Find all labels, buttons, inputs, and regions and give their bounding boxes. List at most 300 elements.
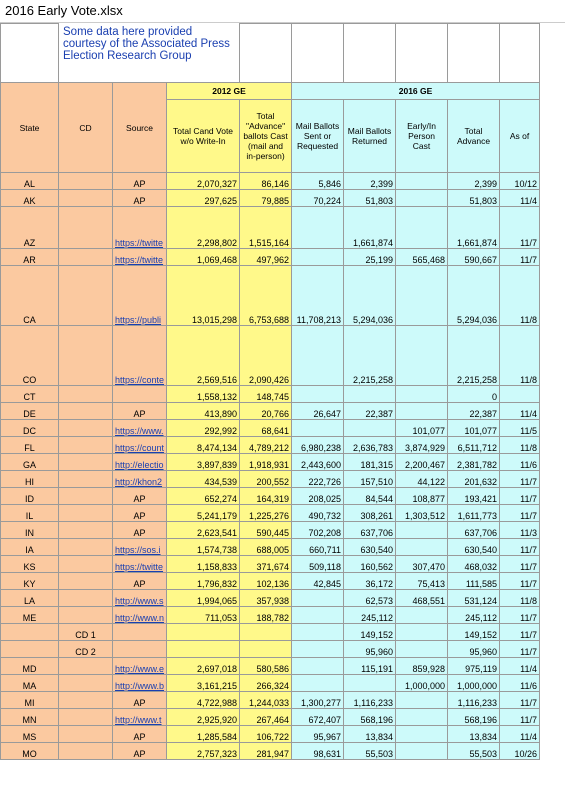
cell-early-in-person[interactable]: [396, 173, 448, 190]
cell-as-of[interactable]: [500, 471, 540, 488]
cell-cd[interactable]: [59, 743, 113, 760]
cell-cd[interactable]: [59, 522, 113, 539]
header-total-advance-2016[interactable]: Total Advance: [448, 100, 500, 173]
cell-total-advance-2012[interactable]: [240, 266, 292, 326]
cell-mail-sent[interactable]: [292, 454, 344, 471]
cell-mail-returned[interactable]: [344, 692, 396, 709]
cell-mail-sent[interactable]: [292, 326, 344, 386]
cell-total-advance-2012[interactable]: [240, 249, 292, 266]
cell-total-advance-2012[interactable]: [240, 624, 292, 641]
cell-source[interactable]: [113, 454, 167, 471]
cell-source[interactable]: [113, 386, 167, 403]
cell-state[interactable]: [1, 658, 59, 675]
cell-state[interactable]: [1, 726, 59, 743]
cell-total-advance-2016[interactable]: [448, 539, 500, 556]
header-as-of[interactable]: As of: [500, 100, 540, 173]
cell-total-advance-2016[interactable]: [448, 266, 500, 326]
cell-total-advance-2016[interactable]: [448, 488, 500, 505]
cell-total-advance-2012[interactable]: [240, 471, 292, 488]
cell-early-in-person[interactable]: [396, 675, 448, 692]
cell-source[interactable]: [113, 692, 167, 709]
cell-source[interactable]: [113, 641, 167, 658]
cell-mail-returned[interactable]: [344, 607, 396, 624]
cell-mail-returned[interactable]: [344, 420, 396, 437]
cell-state[interactable]: [1, 539, 59, 556]
cell-cd[interactable]: [59, 692, 113, 709]
cell-early-in-person[interactable]: [396, 488, 448, 505]
cell-total-advance-2016[interactable]: [448, 420, 500, 437]
cell-early-in-person[interactable]: [396, 190, 448, 207]
cell-total-advance-2016[interactable]: [448, 403, 500, 420]
header-early-in-person[interactable]: Early/In Person Cast: [396, 100, 448, 173]
cell-total-cand-vote[interactable]: [167, 675, 240, 692]
cell-total-advance-2016[interactable]: [448, 743, 500, 760]
cell-early-in-person[interactable]: [396, 522, 448, 539]
cell-source[interactable]: [113, 743, 167, 760]
cell-mail-sent[interactable]: [292, 692, 344, 709]
cell-source[interactable]: [113, 505, 167, 522]
cell-total-advance-2012[interactable]: [240, 190, 292, 207]
group-2012-ge[interactable]: 2012 GE: [167, 83, 292, 100]
cell-cd[interactable]: [59, 539, 113, 556]
cell-mail-returned[interactable]: [344, 573, 396, 590]
cell-cd[interactable]: [59, 420, 113, 437]
cell-total-cand-vote[interactable]: [167, 207, 240, 249]
cell-cd[interactable]: [59, 266, 113, 326]
cell-total-cand-vote[interactable]: [167, 539, 240, 556]
cell-total-advance-2012[interactable]: [240, 556, 292, 573]
cell-source[interactable]: [113, 207, 167, 249]
cell-as-of[interactable]: [500, 326, 540, 386]
cell-mail-returned[interactable]: [344, 471, 396, 488]
cell-source[interactable]: [113, 624, 167, 641]
cell-cd[interactable]: [59, 471, 113, 488]
cell-cd[interactable]: [59, 641, 113, 658]
cell-total-cand-vote[interactable]: [167, 420, 240, 437]
cell-total-advance-2016[interactable]: [448, 326, 500, 386]
cell-early-in-person[interactable]: [396, 326, 448, 386]
cell-total-advance-2016[interactable]: [448, 556, 500, 573]
cell-mail-returned[interactable]: [344, 386, 396, 403]
cell-as-of[interactable]: [500, 726, 540, 743]
cell-as-of[interactable]: [500, 173, 540, 190]
cell-total-cand-vote[interactable]: [167, 437, 240, 454]
cell-mail-sent[interactable]: [292, 190, 344, 207]
cell-total-advance-2016[interactable]: [448, 692, 500, 709]
cell-as-of[interactable]: [500, 190, 540, 207]
cell-source[interactable]: [113, 590, 167, 607]
header-state[interactable]: State: [1, 83, 59, 173]
cell-total-advance-2012[interactable]: [240, 173, 292, 190]
cell-total-advance-2016[interactable]: [448, 641, 500, 658]
cell-cd[interactable]: [59, 573, 113, 590]
cell-total-advance-2012[interactable]: [240, 692, 292, 709]
cell-source[interactable]: [113, 556, 167, 573]
cell-mail-returned[interactable]: [344, 743, 396, 760]
cell-total-advance-2016[interactable]: [448, 709, 500, 726]
cell-total-cand-vote[interactable]: [167, 266, 240, 326]
cell-mail-sent[interactable]: [292, 249, 344, 266]
cell-early-in-person[interactable]: [396, 556, 448, 573]
cell-total-advance-2016[interactable]: [448, 658, 500, 675]
cell-early-in-person[interactable]: [396, 403, 448, 420]
cell-state[interactable]: [1, 675, 59, 692]
cell-mail-returned[interactable]: [344, 190, 396, 207]
cell-state[interactable]: [1, 266, 59, 326]
cell-as-of[interactable]: [500, 743, 540, 760]
cell-mail-sent[interactable]: [292, 386, 344, 403]
cell-total-advance-2016[interactable]: [448, 190, 500, 207]
cell-cd[interactable]: [59, 505, 113, 522]
cell-total-cand-vote[interactable]: [167, 641, 240, 658]
cell-as-of[interactable]: [500, 420, 540, 437]
cell-total-advance-2016[interactable]: [448, 454, 500, 471]
cell-state[interactable]: [1, 173, 59, 190]
cell-cd[interactable]: [59, 190, 113, 207]
cell-as-of[interactable]: [500, 675, 540, 692]
cell-state[interactable]: [1, 505, 59, 522]
cell-total-cand-vote[interactable]: [167, 471, 240, 488]
group-2016-ge[interactable]: 2016 GE: [292, 83, 540, 100]
cell-total-advance-2012[interactable]: [240, 488, 292, 505]
cell-total-advance-2012[interactable]: [240, 522, 292, 539]
cell-early-in-person[interactable]: [396, 471, 448, 488]
cell-as-of[interactable]: [500, 607, 540, 624]
cell-total-cand-vote[interactable]: [167, 743, 240, 760]
cell-total-advance-2012[interactable]: [240, 403, 292, 420]
cell-mail-returned[interactable]: [344, 173, 396, 190]
cell-mail-returned[interactable]: [344, 207, 396, 249]
cell-mail-sent[interactable]: [292, 471, 344, 488]
cell-total-advance-2012[interactable]: [240, 326, 292, 386]
cell-cd[interactable]: [59, 386, 113, 403]
cell-early-in-person[interactable]: [396, 573, 448, 590]
cell-mail-returned[interactable]: [344, 488, 396, 505]
cell-total-cand-vote[interactable]: [167, 692, 240, 709]
source-link[interactable]: http://www.t: [115, 715, 162, 725]
cell-mail-returned[interactable]: [344, 590, 396, 607]
cell-source[interactable]: [113, 675, 167, 692]
cell-total-cand-vote[interactable]: [167, 726, 240, 743]
cell-mail-returned[interactable]: [344, 709, 396, 726]
cell-total-advance-2016[interactable]: [448, 726, 500, 743]
cell-total-cand-vote[interactable]: [167, 522, 240, 539]
header-total-cand-vote[interactable]: Total Cand Vote w/o Write-In: [167, 100, 240, 173]
cell-source[interactable]: [113, 190, 167, 207]
cell-cd[interactable]: [59, 488, 113, 505]
cell-as-of[interactable]: [500, 403, 540, 420]
source-link[interactable]: https://www.: [115, 426, 164, 436]
cell-total-cand-vote[interactable]: [167, 403, 240, 420]
source-link[interactable]: https://twitte: [115, 255, 164, 265]
cell-as-of[interactable]: [500, 573, 540, 590]
cell-early-in-person[interactable]: [396, 726, 448, 743]
cell-mail-returned[interactable]: [344, 726, 396, 743]
cell-cd[interactable]: [59, 207, 113, 249]
cell-source[interactable]: [113, 326, 167, 386]
cell-mail-sent[interactable]: [292, 173, 344, 190]
source-link[interactable]: https://conte: [115, 375, 165, 385]
cell-as-of[interactable]: [500, 207, 540, 249]
cell-source[interactable]: [113, 471, 167, 488]
cell-mail-returned[interactable]: [344, 437, 396, 454]
cell-source[interactable]: [113, 658, 167, 675]
header-mail-returned[interactable]: Mail Ballots Returned: [344, 100, 396, 173]
cell-cd[interactable]: [59, 658, 113, 675]
cell-total-advance-2012[interactable]: [240, 743, 292, 760]
cell-mail-returned[interactable]: [344, 624, 396, 641]
cell-mail-returned[interactable]: [344, 522, 396, 539]
cell-total-cand-vote[interactable]: [167, 190, 240, 207]
cell-as-of[interactable]: [500, 658, 540, 675]
cell-source[interactable]: [113, 249, 167, 266]
cell-mail-sent[interactable]: [292, 207, 344, 249]
cell-cd[interactable]: [59, 607, 113, 624]
cell-cd[interactable]: [59, 590, 113, 607]
cell-total-advance-2012[interactable]: [240, 505, 292, 522]
cell-total-cand-vote[interactable]: [167, 454, 240, 471]
cell-state[interactable]: [1, 190, 59, 207]
cell-early-in-person[interactable]: [396, 207, 448, 249]
cell-source[interactable]: [113, 726, 167, 743]
cell-mail-sent[interactable]: [292, 437, 344, 454]
cell-mail-returned[interactable]: [344, 454, 396, 471]
cell-mail-sent[interactable]: [292, 658, 344, 675]
cell-total-advance-2016[interactable]: [448, 173, 500, 190]
cell-total-cand-vote[interactable]: [167, 173, 240, 190]
cell-as-of[interactable]: [500, 692, 540, 709]
cell-mail-sent[interactable]: [292, 403, 344, 420]
header-source[interactable]: Source: [113, 83, 167, 173]
source-link[interactable]: https://twitte: [115, 562, 164, 572]
cell-cd[interactable]: [59, 249, 113, 266]
header-total-advance-2012[interactable]: Total "Advance" ballots Cast (mail and in-person): [240, 100, 292, 173]
cell-total-advance-2016[interactable]: [448, 590, 500, 607]
cell-early-in-person[interactable]: [396, 386, 448, 403]
cell-cd[interactable]: [59, 675, 113, 692]
cell-cd[interactable]: [59, 624, 113, 641]
source-link[interactable]: http://www.b: [115, 681, 165, 691]
header-cd[interactable]: CD: [59, 83, 113, 173]
cell-total-advance-2012[interactable]: [240, 386, 292, 403]
source-link[interactable]: http://electio: [115, 460, 164, 470]
cell-total-cand-vote[interactable]: [167, 326, 240, 386]
cell-as-of[interactable]: [500, 709, 540, 726]
cell-early-in-person[interactable]: [396, 641, 448, 658]
cell-source[interactable]: [113, 607, 167, 624]
cell-total-advance-2016[interactable]: [448, 386, 500, 403]
cell-cd[interactable]: [59, 556, 113, 573]
cell-mail-returned[interactable]: [344, 641, 396, 658]
cell-as-of[interactable]: [500, 386, 540, 403]
cell-mail-sent[interactable]: [292, 743, 344, 760]
cell-total-cand-vote[interactable]: [167, 386, 240, 403]
cell-state[interactable]: [1, 624, 59, 641]
cell-early-in-person[interactable]: [396, 249, 448, 266]
cell-total-advance-2012[interactable]: [240, 454, 292, 471]
cell-early-in-person[interactable]: [396, 692, 448, 709]
cell-total-advance-2016[interactable]: [448, 437, 500, 454]
cell-early-in-person[interactable]: [396, 454, 448, 471]
cell-as-of[interactable]: [500, 266, 540, 326]
cell-source[interactable]: [113, 266, 167, 326]
cell-mail-returned[interactable]: [344, 658, 396, 675]
cell-mail-returned[interactable]: [344, 505, 396, 522]
cell-state[interactable]: [1, 249, 59, 266]
cell-total-advance-2016[interactable]: [448, 522, 500, 539]
cell-mail-sent[interactable]: [292, 522, 344, 539]
cell-total-advance-2016[interactable]: [448, 607, 500, 624]
spreadsheet-viewer[interactable]: [0, 23, 565, 801]
source-link[interactable]: http://khon2: [115, 477, 163, 487]
cell-total-advance-2016[interactable]: [448, 505, 500, 522]
cell-mail-sent[interactable]: [292, 641, 344, 658]
cell-state[interactable]: [1, 692, 59, 709]
cell-as-of[interactable]: [500, 249, 540, 266]
cell-as-of[interactable]: [500, 522, 540, 539]
cell-total-advance-2012[interactable]: [240, 207, 292, 249]
cell-state[interactable]: [1, 641, 59, 658]
cell-as-of[interactable]: [500, 437, 540, 454]
cell-source[interactable]: [113, 709, 167, 726]
cell-total-cand-vote[interactable]: [167, 624, 240, 641]
cell-state[interactable]: [1, 743, 59, 760]
cell-mail-sent[interactable]: [292, 420, 344, 437]
source-link[interactable]: https://sos.i: [115, 545, 161, 555]
cell-state[interactable]: [1, 573, 59, 590]
cell-mail-sent[interactable]: [292, 488, 344, 505]
source-link[interactable]: http://www.s: [115, 596, 164, 606]
cell-state[interactable]: [1, 207, 59, 249]
cell-mail-sent[interactable]: [292, 505, 344, 522]
cell-state[interactable]: [1, 556, 59, 573]
cell-state[interactable]: [1, 488, 59, 505]
cell-state[interactable]: [1, 386, 59, 403]
cell-total-cand-vote[interactable]: [167, 488, 240, 505]
cell-total-advance-2012[interactable]: [240, 539, 292, 556]
cell-total-advance-2012[interactable]: [240, 641, 292, 658]
cell-mail-returned[interactable]: [344, 266, 396, 326]
cell-total-advance-2012[interactable]: [240, 573, 292, 590]
cell-source[interactable]: [113, 488, 167, 505]
cell-as-of[interactable]: [500, 454, 540, 471]
cell-state[interactable]: [1, 403, 59, 420]
cell-mail-returned[interactable]: [344, 556, 396, 573]
cell-mail-sent[interactable]: [292, 709, 344, 726]
cell-state[interactable]: [1, 437, 59, 454]
cell-total-advance-2016[interactable]: [448, 675, 500, 692]
cell-total-cand-vote[interactable]: [167, 505, 240, 522]
cell-source[interactable]: [113, 539, 167, 556]
cell-state[interactable]: [1, 590, 59, 607]
cell-source[interactable]: [113, 573, 167, 590]
source-link[interactable]: https://twitte: [115, 238, 164, 248]
cell-state[interactable]: [1, 471, 59, 488]
cell-total-cand-vote[interactable]: [167, 590, 240, 607]
cell-total-advance-2016[interactable]: [448, 624, 500, 641]
cell-early-in-person[interactable]: [396, 590, 448, 607]
cell-cd[interactable]: [59, 173, 113, 190]
cell-mail-sent[interactable]: [292, 607, 344, 624]
cell-total-advance-2012[interactable]: [240, 590, 292, 607]
cell-total-advance-2016[interactable]: [448, 249, 500, 266]
cell-mail-sent[interactable]: [292, 675, 344, 692]
cell-total-advance-2012[interactable]: [240, 607, 292, 624]
cell-total-cand-vote[interactable]: [167, 573, 240, 590]
cell-early-in-person[interactable]: [396, 420, 448, 437]
cell-mail-returned[interactable]: [344, 675, 396, 692]
cell-total-advance-2016[interactable]: [448, 207, 500, 249]
cell-total-advance-2012[interactable]: [240, 675, 292, 692]
cell-early-in-person[interactable]: [396, 505, 448, 522]
cell-total-advance-2012[interactable]: [240, 709, 292, 726]
cell-source[interactable]: [113, 437, 167, 454]
cell-mail-returned[interactable]: [344, 403, 396, 420]
cell-as-of[interactable]: [500, 488, 540, 505]
cell-cd[interactable]: [59, 709, 113, 726]
cell-mail-sent[interactable]: [292, 573, 344, 590]
cell-total-advance-2016[interactable]: [448, 573, 500, 590]
cell-cd[interactable]: [59, 726, 113, 743]
cell-mail-returned[interactable]: [344, 539, 396, 556]
cell-cd[interactable]: [59, 437, 113, 454]
cell-state[interactable]: [1, 709, 59, 726]
cell-mail-returned[interactable]: [344, 249, 396, 266]
cell-as-of[interactable]: [500, 556, 540, 573]
cell-mail-sent[interactable]: [292, 726, 344, 743]
cell-source[interactable]: [113, 522, 167, 539]
cell-early-in-person[interactable]: [396, 624, 448, 641]
cell-mail-returned[interactable]: [344, 326, 396, 386]
cell-cd[interactable]: [59, 454, 113, 471]
cell-cd[interactable]: [59, 403, 113, 420]
source-link[interactable]: http://www.e: [115, 664, 165, 674]
cell-total-cand-vote[interactable]: [167, 607, 240, 624]
cell-total-cand-vote[interactable]: [167, 249, 240, 266]
cell-as-of[interactable]: [500, 641, 540, 658]
cell-source[interactable]: [113, 173, 167, 190]
cell-cd[interactable]: [59, 326, 113, 386]
cell-total-advance-2012[interactable]: [240, 437, 292, 454]
cell-early-in-person[interactable]: [396, 658, 448, 675]
cell-as-of[interactable]: [500, 590, 540, 607]
header-mail-sent[interactable]: Mail Ballots Sent or Requested: [292, 100, 344, 173]
cell-as-of[interactable]: [500, 505, 540, 522]
cell-early-in-person[interactable]: [396, 607, 448, 624]
cell-as-of[interactable]: [500, 539, 540, 556]
cell-total-cand-vote[interactable]: [167, 709, 240, 726]
cell-total-advance-2016[interactable]: [448, 471, 500, 488]
cell-source[interactable]: [113, 420, 167, 437]
cell-total-advance-2012[interactable]: [240, 420, 292, 437]
cell-early-in-person[interactable]: [396, 743, 448, 760]
cell-early-in-person[interactable]: [396, 709, 448, 726]
cell-early-in-person[interactable]: [396, 266, 448, 326]
cell-mail-sent[interactable]: [292, 266, 344, 326]
cell-early-in-person[interactable]: [396, 539, 448, 556]
cell-state[interactable]: [1, 326, 59, 386]
cell-as-of[interactable]: [500, 624, 540, 641]
cell-total-cand-vote[interactable]: [167, 556, 240, 573]
source-link[interactable]: https://count: [115, 443, 165, 453]
cell-mail-sent[interactable]: [292, 539, 344, 556]
cell-mail-sent[interactable]: [292, 556, 344, 573]
cell-source[interactable]: [113, 403, 167, 420]
source-link[interactable]: http://www.n: [115, 613, 165, 623]
cell-total-advance-2012[interactable]: [240, 658, 292, 675]
cell-total-cand-vote[interactable]: [167, 658, 240, 675]
cell-mail-sent[interactable]: [292, 590, 344, 607]
